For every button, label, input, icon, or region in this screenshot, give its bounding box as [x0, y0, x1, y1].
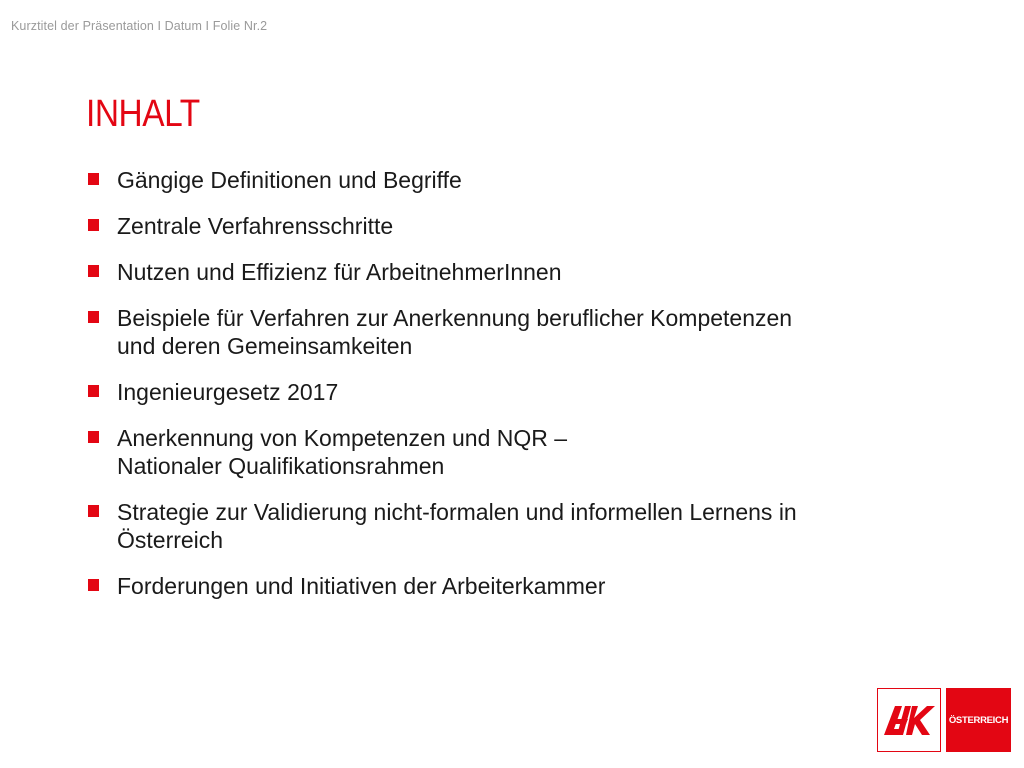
agenda-item: [86, 423, 936, 482]
agenda-item: [86, 303, 936, 362]
agenda-item: [86, 497, 936, 556]
red-square-bullet-icon: [88, 431, 99, 443]
agenda-list: [86, 165, 936, 617]
slide-meta-header: Kurztitel der Präsentation I Datum I Folie Nr.2: [11, 19, 268, 33]
agenda-item-text-continued: Österreich: [117, 527, 224, 553]
agenda-item-text: Strategie zur Validierung nicht-formalen und informellen Lernens in: [117, 499, 797, 525]
agenda-item: [86, 165, 936, 196]
red-square-bullet-icon: [88, 579, 99, 591]
agenda-item: [86, 257, 936, 288]
oesterreich-logo-text: ÖSTERREICH: [948, 715, 1009, 726]
agenda-item-text: Anerkennung von Kompetenzen und NQR –: [117, 425, 568, 451]
agenda-item: [86, 571, 936, 602]
agenda-item-text: Zentrale Verfahrensschritte: [117, 213, 394, 239]
ak-logo-icon: [877, 688, 941, 752]
red-square-bullet-icon: [88, 505, 99, 517]
agenda-item-text: Gängige Definitionen und Begriffe: [117, 167, 462, 193]
agenda-item-text: Ingenieurgesetz 2017: [117, 379, 339, 405]
red-square-bullet-icon: [88, 265, 99, 277]
red-square-bullet-icon: [88, 311, 99, 323]
oesterreich-logo-block: [946, 688, 1011, 752]
agenda-item: [86, 377, 936, 408]
red-square-bullet-icon: [88, 385, 99, 397]
agenda-item-text: Forderungen und Initiativen der Arbeiterkammer: [117, 573, 606, 599]
agenda-item-text-continued: und deren Gemeinsamkeiten: [117, 333, 413, 359]
red-square-bullet-icon: [88, 219, 99, 231]
agenda-item-text: Nutzen und Effizienz für ArbeitnehmerInnen: [117, 259, 562, 285]
agenda-item: [86, 211, 936, 242]
agenda-item-text: Beispiele für Verfahren zur Anerkennung beruflicher Kompetenzen: [117, 305, 793, 331]
ak-logo: [877, 688, 1012, 754]
agenda-item-text-continued: Nationaler Qualifikationsrahmen: [117, 453, 445, 479]
slide-title: INHALT: [86, 93, 200, 135]
red-square-bullet-icon: [88, 173, 99, 185]
